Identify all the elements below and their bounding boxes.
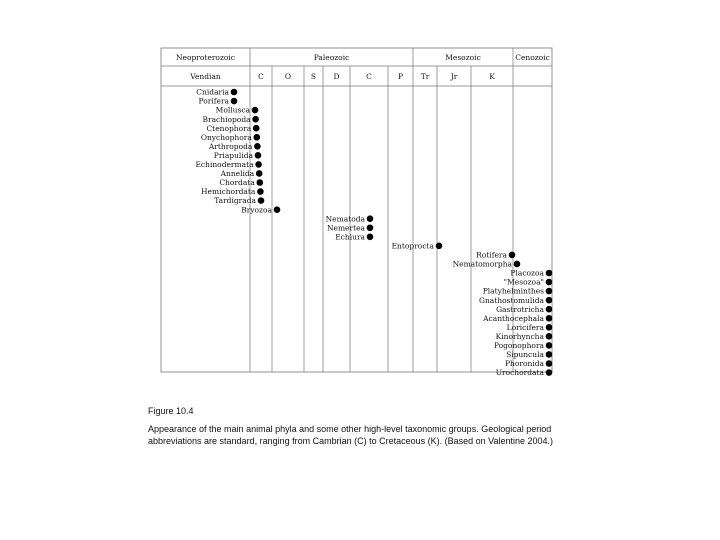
first-appearance-dot — [546, 297, 553, 304]
phylum-name: Gastrotricha — [496, 304, 544, 314]
phylum-name: Hemichordata — [201, 187, 256, 197]
first-appearance-dot — [546, 315, 553, 322]
phylum-entry — [219, 178, 263, 187]
phylum-entry — [483, 287, 553, 296]
phylum-entry — [335, 232, 373, 241]
phylum-entry — [201, 133, 260, 142]
phylum-entry — [496, 368, 553, 377]
phylum-entry — [506, 350, 552, 359]
phylum-entry — [326, 214, 374, 223]
first-appearance-dot — [367, 234, 374, 241]
phylum-name: Priapulida — [213, 150, 253, 160]
phylum-entry — [195, 160, 261, 169]
phylum-name: Placozoa — [510, 268, 544, 278]
phylum-entry — [505, 359, 552, 368]
first-appearance-dot — [274, 206, 281, 213]
first-appearance-dot — [546, 369, 553, 376]
phylum-name: Sipuncula — [506, 350, 544, 360]
first-appearance-dot — [546, 360, 553, 367]
phylum-name: Cnidaria — [196, 87, 229, 97]
era-labels — [176, 53, 550, 62]
phylum-name: Kinorhyncha — [495, 331, 544, 341]
era-label: Cenozoic — [515, 53, 550, 62]
period-label: K — [489, 72, 495, 81]
period-label: C — [258, 72, 264, 81]
first-appearance-dot — [252, 107, 259, 114]
phylum-entry — [214, 151, 262, 160]
phylum-entry — [504, 278, 553, 287]
phylum-name: Brachiopoda — [202, 114, 251, 124]
phylum-entry — [208, 142, 261, 151]
phylum-name: Tardigrada — [214, 196, 256, 206]
first-appearance-dot — [546, 306, 553, 313]
first-appearance-dot — [367, 224, 374, 231]
period-label: D — [333, 72, 340, 81]
phylum-name: Ctenophora — [206, 123, 252, 133]
phylum-entry — [476, 251, 515, 260]
period-label: Jr — [450, 72, 458, 81]
phylum-entry — [214, 196, 264, 205]
first-appearance-dot — [514, 261, 521, 268]
phylum-entry — [510, 269, 552, 278]
caption-title: Figure 10.4 — [148, 406, 194, 416]
first-appearance-dot — [253, 125, 260, 132]
phylum-entry — [482, 314, 552, 323]
phylum-entry — [392, 241, 443, 250]
phylum-name: Phoronida — [505, 359, 544, 369]
first-appearance-dot — [252, 116, 259, 123]
phylum-name: Nematoda — [325, 214, 365, 224]
era-label: Mesozoic — [445, 53, 481, 62]
phylum-name: Onychophora — [200, 132, 252, 142]
phylum-entry — [201, 187, 264, 196]
phylum-name: Mollusca — [215, 105, 250, 115]
phylum-entry — [327, 223, 373, 232]
era-label: Paleozoic — [313, 53, 350, 62]
first-appearance-dot — [546, 333, 553, 340]
phylum-name: Gnathostomulida — [478, 295, 544, 305]
phylum-name: Nematomorpha — [452, 259, 512, 269]
phylum-name: Bryozoa — [241, 205, 272, 215]
caption-text: Appearance of the main animal phyla and some other high-level taxonomic groups. Geological period abbreviations are standard, ranging from Cambrian (C) to Cretaceous (K). (Based on Valentine 2004.) — [148, 424, 554, 446]
first-appearance-dot — [367, 215, 374, 222]
phylum-name: Urochordata — [495, 368, 544, 378]
phylum-entry — [507, 323, 553, 332]
phylum-entry — [206, 124, 259, 133]
first-appearance-dot — [546, 324, 553, 331]
phylum-name: Echiura — [335, 232, 365, 242]
phylum-name: Acanthocephala — [483, 313, 544, 323]
first-appearance-dot — [231, 98, 238, 105]
first-appearance-dot — [546, 279, 553, 286]
first-appearance-dot — [257, 179, 264, 186]
first-appearance-dot — [256, 170, 263, 177]
period-label: C — [366, 72, 372, 81]
phylum-name: Nemertea — [326, 223, 365, 233]
figure-caption — [148, 405, 578, 447]
first-appearance-dot — [257, 188, 264, 195]
phylum-entry — [494, 341, 552, 350]
phylum-name: Pogonophora — [493, 341, 544, 350]
grid-layer — [250, 48, 513, 372]
period-label: O — [284, 72, 292, 81]
first-appearance-dot — [254, 143, 261, 150]
first-appearance-dot — [255, 152, 262, 159]
phylum-name: Annelida — [220, 169, 255, 179]
first-appearance-dot — [509, 252, 516, 259]
first-appearance-dot — [255, 161, 262, 168]
first-appearance-dot — [231, 89, 238, 96]
first-appearance-dot — [546, 342, 553, 349]
phylum-entry — [496, 305, 552, 314]
first-appearance-dot — [546, 351, 553, 358]
phylum-name: Echinodermata — [195, 160, 254, 169]
phylum-name: Chordata — [219, 178, 255, 188]
phylum-name: Platyhelminthes — [482, 286, 544, 296]
first-appearance-dot — [258, 197, 265, 204]
first-appearance-dot — [436, 243, 443, 250]
phylum-entry — [220, 169, 263, 178]
period-label: Vendian — [190, 72, 221, 81]
phyla-entries — [195, 88, 552, 378]
first-appearance-dot — [546, 288, 553, 295]
phylum-entry — [453, 260, 521, 269]
phylum-entry — [196, 88, 237, 97]
phylum-name: "Mesozoa" — [503, 277, 544, 287]
phylum-name: Arthropoda — [208, 141, 253, 151]
phylum-entry — [496, 332, 553, 341]
phylum-name: Entoprocta — [391, 241, 434, 251]
phylum-entry — [241, 205, 280, 214]
phylum-name: Rotifera — [476, 250, 507, 260]
phylum-entry — [198, 97, 237, 106]
era-label: Neoproterozoic — [175, 53, 236, 62]
period-label: Tr — [420, 72, 430, 81]
phylum-name: Porifera — [198, 96, 229, 106]
period-labels — [189, 72, 495, 81]
period-label: P — [397, 72, 404, 81]
period-label: S — [310, 72, 317, 81]
first-appearance-dot — [253, 134, 260, 141]
first-appearance-dot — [546, 270, 553, 277]
phylum-entry — [479, 296, 552, 305]
phylum-entry — [202, 115, 258, 124]
phylum-name: Loricifera — [506, 322, 544, 332]
phylum-entry — [216, 106, 259, 115]
